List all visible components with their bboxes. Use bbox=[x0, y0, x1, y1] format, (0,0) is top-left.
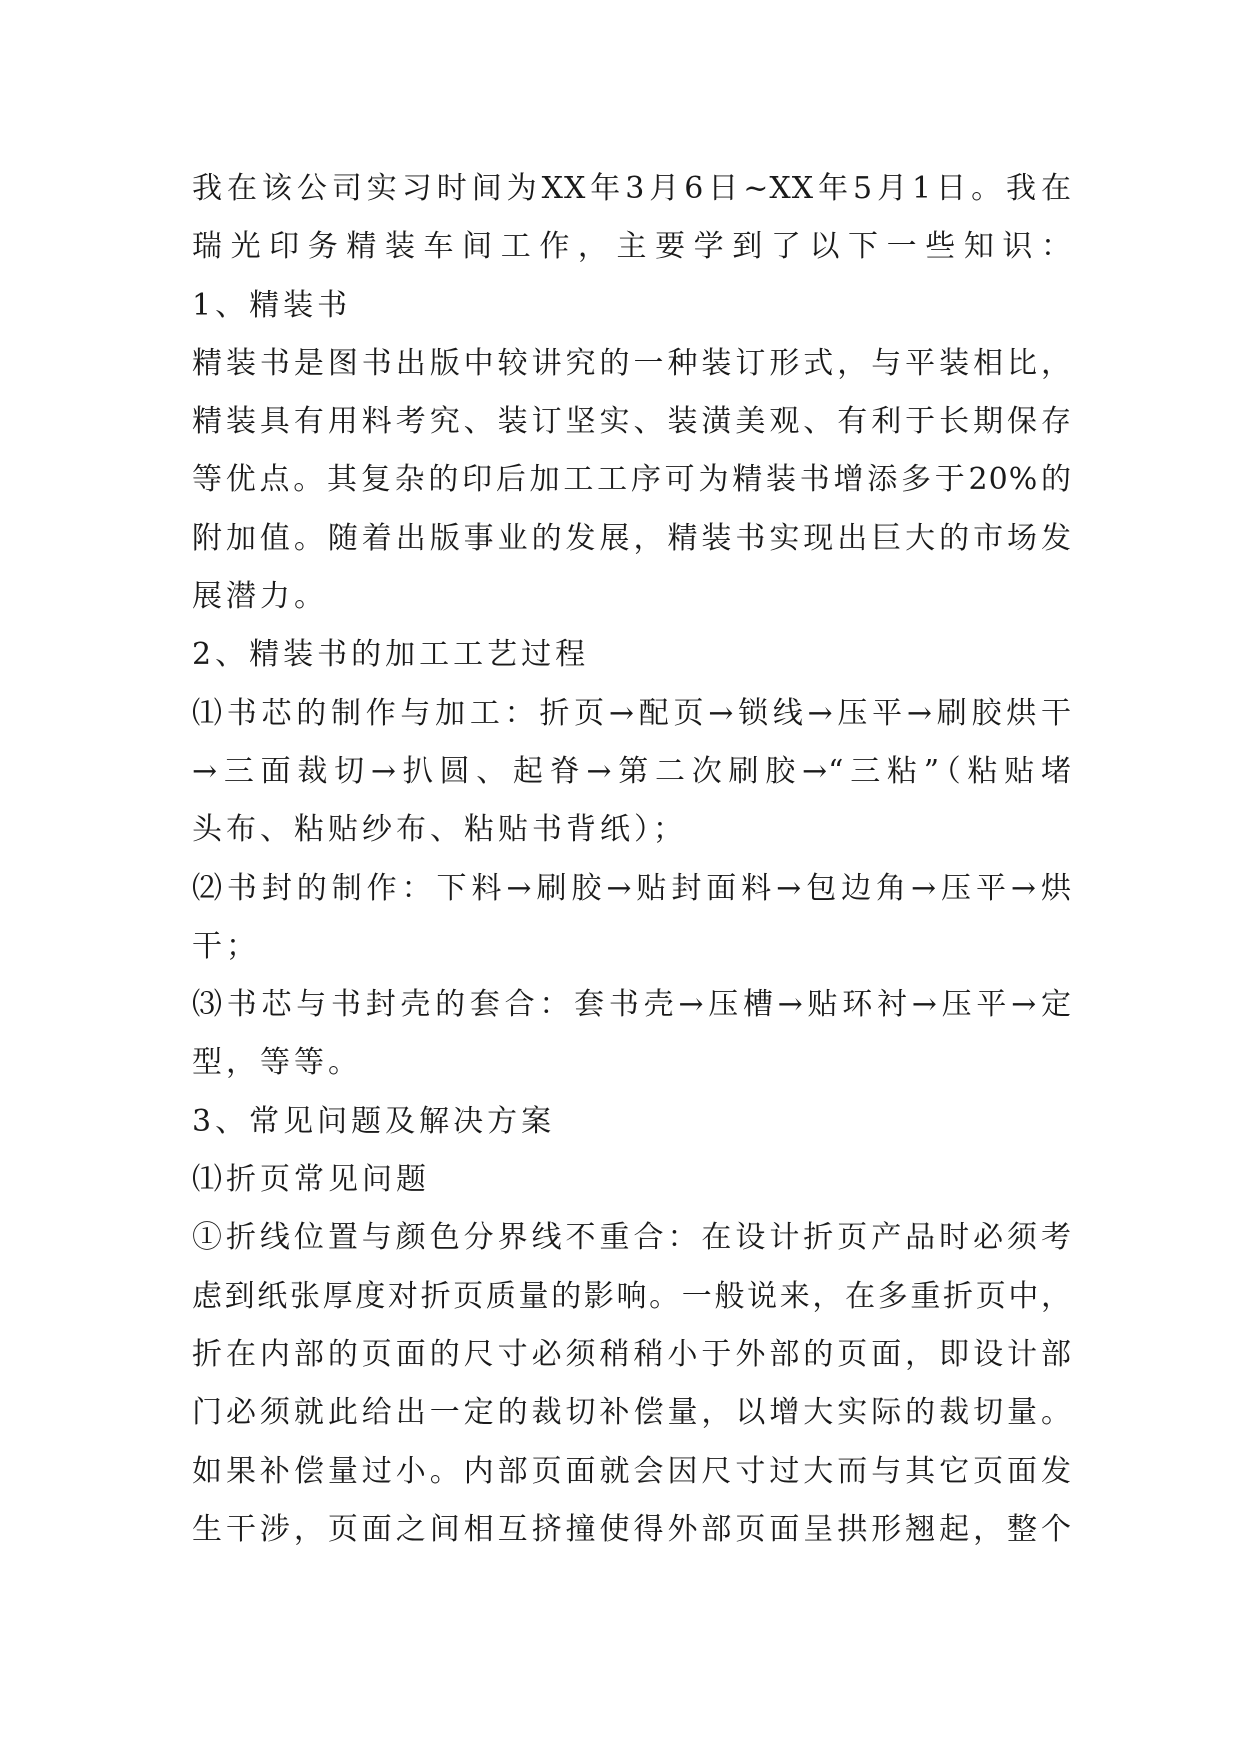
text-line: →三面裁切→扒圆、起脊→第二次刷胶→“三粘”（粘贴堵 bbox=[192, 753, 1072, 789]
text-line: 折在内部的页面的尺寸必须稍稍小于外部的页面，即设计部 bbox=[192, 1336, 1072, 1372]
text-line: 虑到纸张厚度对折页质量的影响。一般说来，在多重折页中， bbox=[192, 1278, 1072, 1314]
text-line: 附加值。随着出版事业的发展，精装书实现出巨大的市场发 bbox=[192, 520, 1072, 556]
text-line: ⑴折页常见问题 bbox=[192, 1162, 430, 1198]
text-line: 型，等等。 bbox=[192, 1045, 362, 1081]
text-line: 等优点。其复杂的印后加工工序可为精装书增添多于20%的 bbox=[192, 462, 1072, 498]
text-line: ⑶书芯与书封壳的套合：套书壳→压槽→贴环衬→压平→定 bbox=[192, 987, 1072, 1023]
text-line: 1、精装书 bbox=[192, 287, 352, 323]
text-line: 头布、粘贴纱布、粘贴书背纸）； bbox=[192, 812, 687, 848]
text-line: 精装书是图书出版中较讲究的一种装订形式，与平装相比， bbox=[192, 345, 1072, 381]
text-line: 干； bbox=[192, 928, 260, 964]
text-line: 如果补偿量过小。内部页面就会因尺寸过大而与其它页面发 bbox=[192, 1453, 1072, 1489]
text-line: 展潜力。 bbox=[192, 579, 328, 615]
text-line: ⑴书芯的制作与加工：折页→配页→锁线→压平→刷胶烘干 bbox=[192, 695, 1072, 731]
body-text bbox=[192, 160, 1072, 1559]
text-line: 3、常见问题及解决方案 bbox=[192, 1103, 556, 1139]
text-line: 生干涉，页面之间相互挤撞使得外部页面呈拱形翘起，整个 bbox=[192, 1511, 1072, 1547]
text-line: ⑵书封的制作：下料→刷胶→贴封面料→包边角→压平→烘 bbox=[192, 870, 1072, 906]
text-line: 门必须就此给出一定的裁切补偿量，以增大实际的裁切量。 bbox=[192, 1395, 1072, 1431]
text-line: ①折线位置与颜色分界线不重合：在设计折页产品时必须考 bbox=[192, 1220, 1072, 1256]
text-line: 我在该公司实习时间为XX年3月6日~XX年5月1日。我在 bbox=[192, 171, 1072, 206]
text-line: 瑞光印务精装车间工作，主要学到了以下一些知识： bbox=[192, 229, 1072, 265]
text-line: 精装具有用料考究、装订坚实、装潢美观、有利于长期保存 bbox=[192, 404, 1072, 440]
text-line: 2、精装书的加工工艺过程 bbox=[192, 637, 590, 673]
